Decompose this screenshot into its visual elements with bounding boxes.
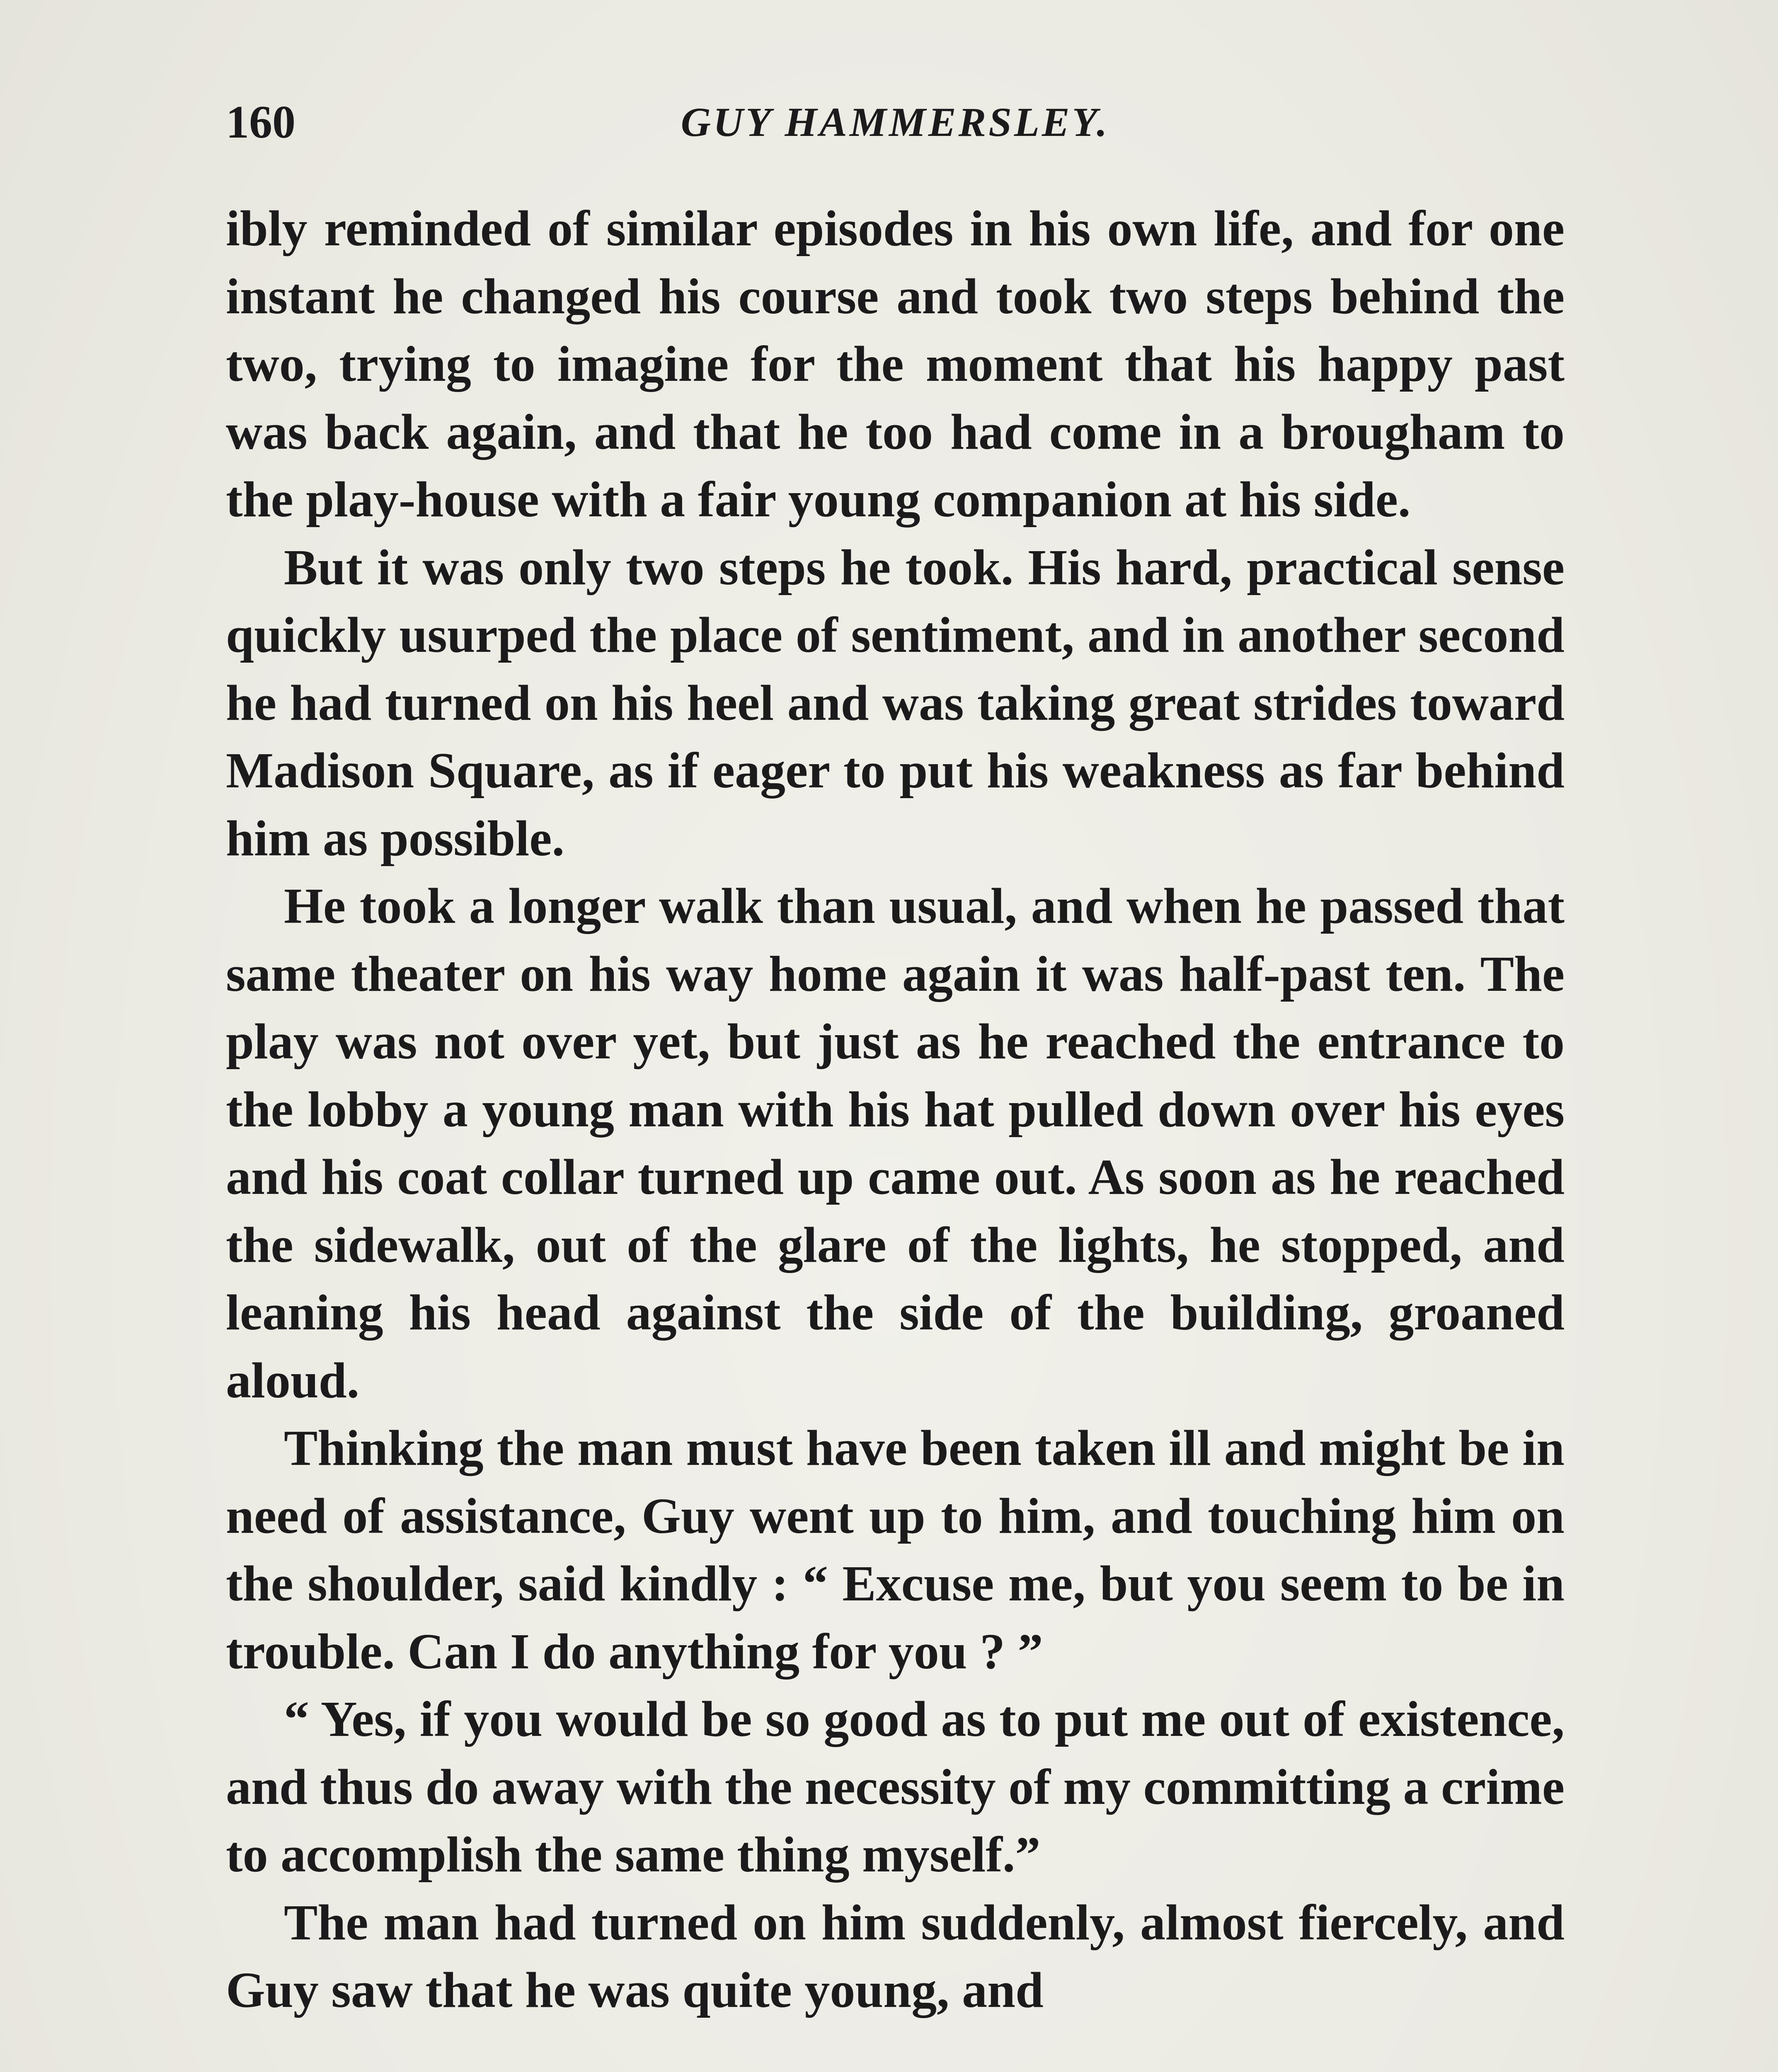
- paragraph: He took a longer walk than usual, and when he passed that same theater on his way home again it was half-past ten. The play was not over yet, but just as he reached the entrance to the lobby a young man with his hat pulled down over his eyes and his coat collar turned up came out. As soon as he reached the sidewalk, out of the glare of the lights, he stopped, and leaning his head against the side of the building, groaned aloud.: [226, 878, 1565, 1409]
- body-text: [226, 195, 1565, 2024]
- paragraph: “ Yes, if you would be so good as to put me out of existence, and thus do away with the necessity of my committing a crime to accomplish the same thing myself.”: [226, 1691, 1565, 1883]
- paragraph-continued: ibly reminded of similar episodes in his own life, and for one instant he changed his course and took two steps behind the two, trying to imagine for the moment that his happy past was back again, and that he too had come in a brougham to the play-house with a fair young companion at his side.: [226, 201, 1565, 528]
- paragraph: Thinking the man must have been taken ill and might be in need of assistance, Guy went up to him, and touching him on the shoulder, said kindly : “ Excuse me, but you seem to be in trouble. Can I do anything for you ? ”: [226, 1420, 1565, 1680]
- running-head: GUY HAMMERSLEY.: [681, 99, 1110, 145]
- paragraph: The man had turned on him suddenly, almost fiercely, and Guy saw that he was quite young, and: [226, 1894, 1565, 2018]
- page-number: 160: [226, 97, 296, 148]
- page-header: [226, 91, 1565, 153]
- paragraph: But it was only two steps he took. His hard, practical sense quickly usurped the place of sentiment, and in another second he had turned on his heel and was taking great strides toward Madison Square, as if eager to put his weakness as far behind him as possible.: [226, 539, 1565, 867]
